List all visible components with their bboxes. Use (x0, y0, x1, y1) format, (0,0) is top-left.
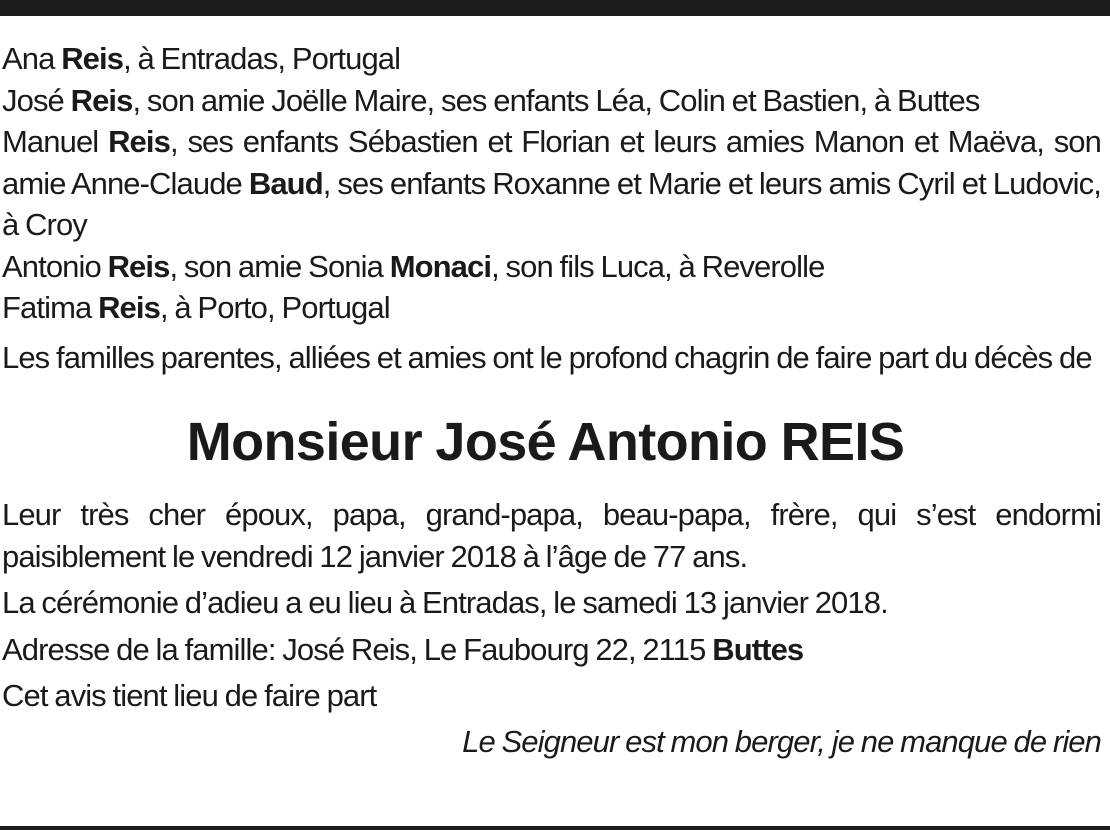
top-rule (0, 0, 1110, 16)
obituary-notice (2, 38, 1101, 762)
notice-text: Cet avis tient lieu de faire part (2, 678, 377, 713)
family-address: Adresse de la famille: José Reis, Le Faubourg 22, 2115 Buttes (2, 631, 804, 667)
family-member-manuel: Manuel Reis, ses enfants Sébastien et Florian et leurs amies Manon et Maëva, son amie Anne-Claude Baud, ses enfants Roxanne et Marie et leurs amis Cyril et Ludovic, à Croy (2, 124, 1101, 242)
family-member-jose: José Reis, son amie Joëlle Maire, ses enfants Léa, Colin et Bastien, à Buttes (2, 82, 980, 118)
tribute-text: Leur très cher époux, papa, grand-papa, beau-papa, frère, qui s’est endormi paisiblement le vendredi 12 janvier 2018 à l’âge de 77 ans. (2, 497, 1101, 574)
family-member-antonio: Antonio Reis, son amie Sonia Monaci, son fils Luca, à Reverolle (2, 248, 825, 284)
bottom-rule (0, 826, 1110, 830)
surname: Baud (248, 165, 323, 201)
address-town: Buttes (712, 631, 804, 667)
announcement-text: Les familles parentes, alliées et amies ont le profond chagrin de faire part du décès de (2, 339, 1092, 375)
surname: Reis (98, 290, 160, 325)
surname: Reis (108, 124, 170, 159)
surname: Reis (61, 41, 124, 76)
family-member-fatima: Fatima Reis, à Porto, Portugal (2, 290, 390, 325)
surname: Monaci (389, 248, 492, 284)
bible-verse: Le Seigneur est mon berger, je ne manque de rien (462, 723, 1101, 759)
deceased-name: Monsieur José Antonio REIS (186, 412, 905, 472)
surname: Reis (70, 82, 133, 118)
surname: Reis (107, 248, 170, 284)
ceremony-text: La cérémonie d’adieu a eu lieu à Entradas, le samedi 13 janvier 2018. (2, 585, 888, 620)
family-member-ana: Ana Reis, à Entradas, Portugal (2, 41, 401, 76)
